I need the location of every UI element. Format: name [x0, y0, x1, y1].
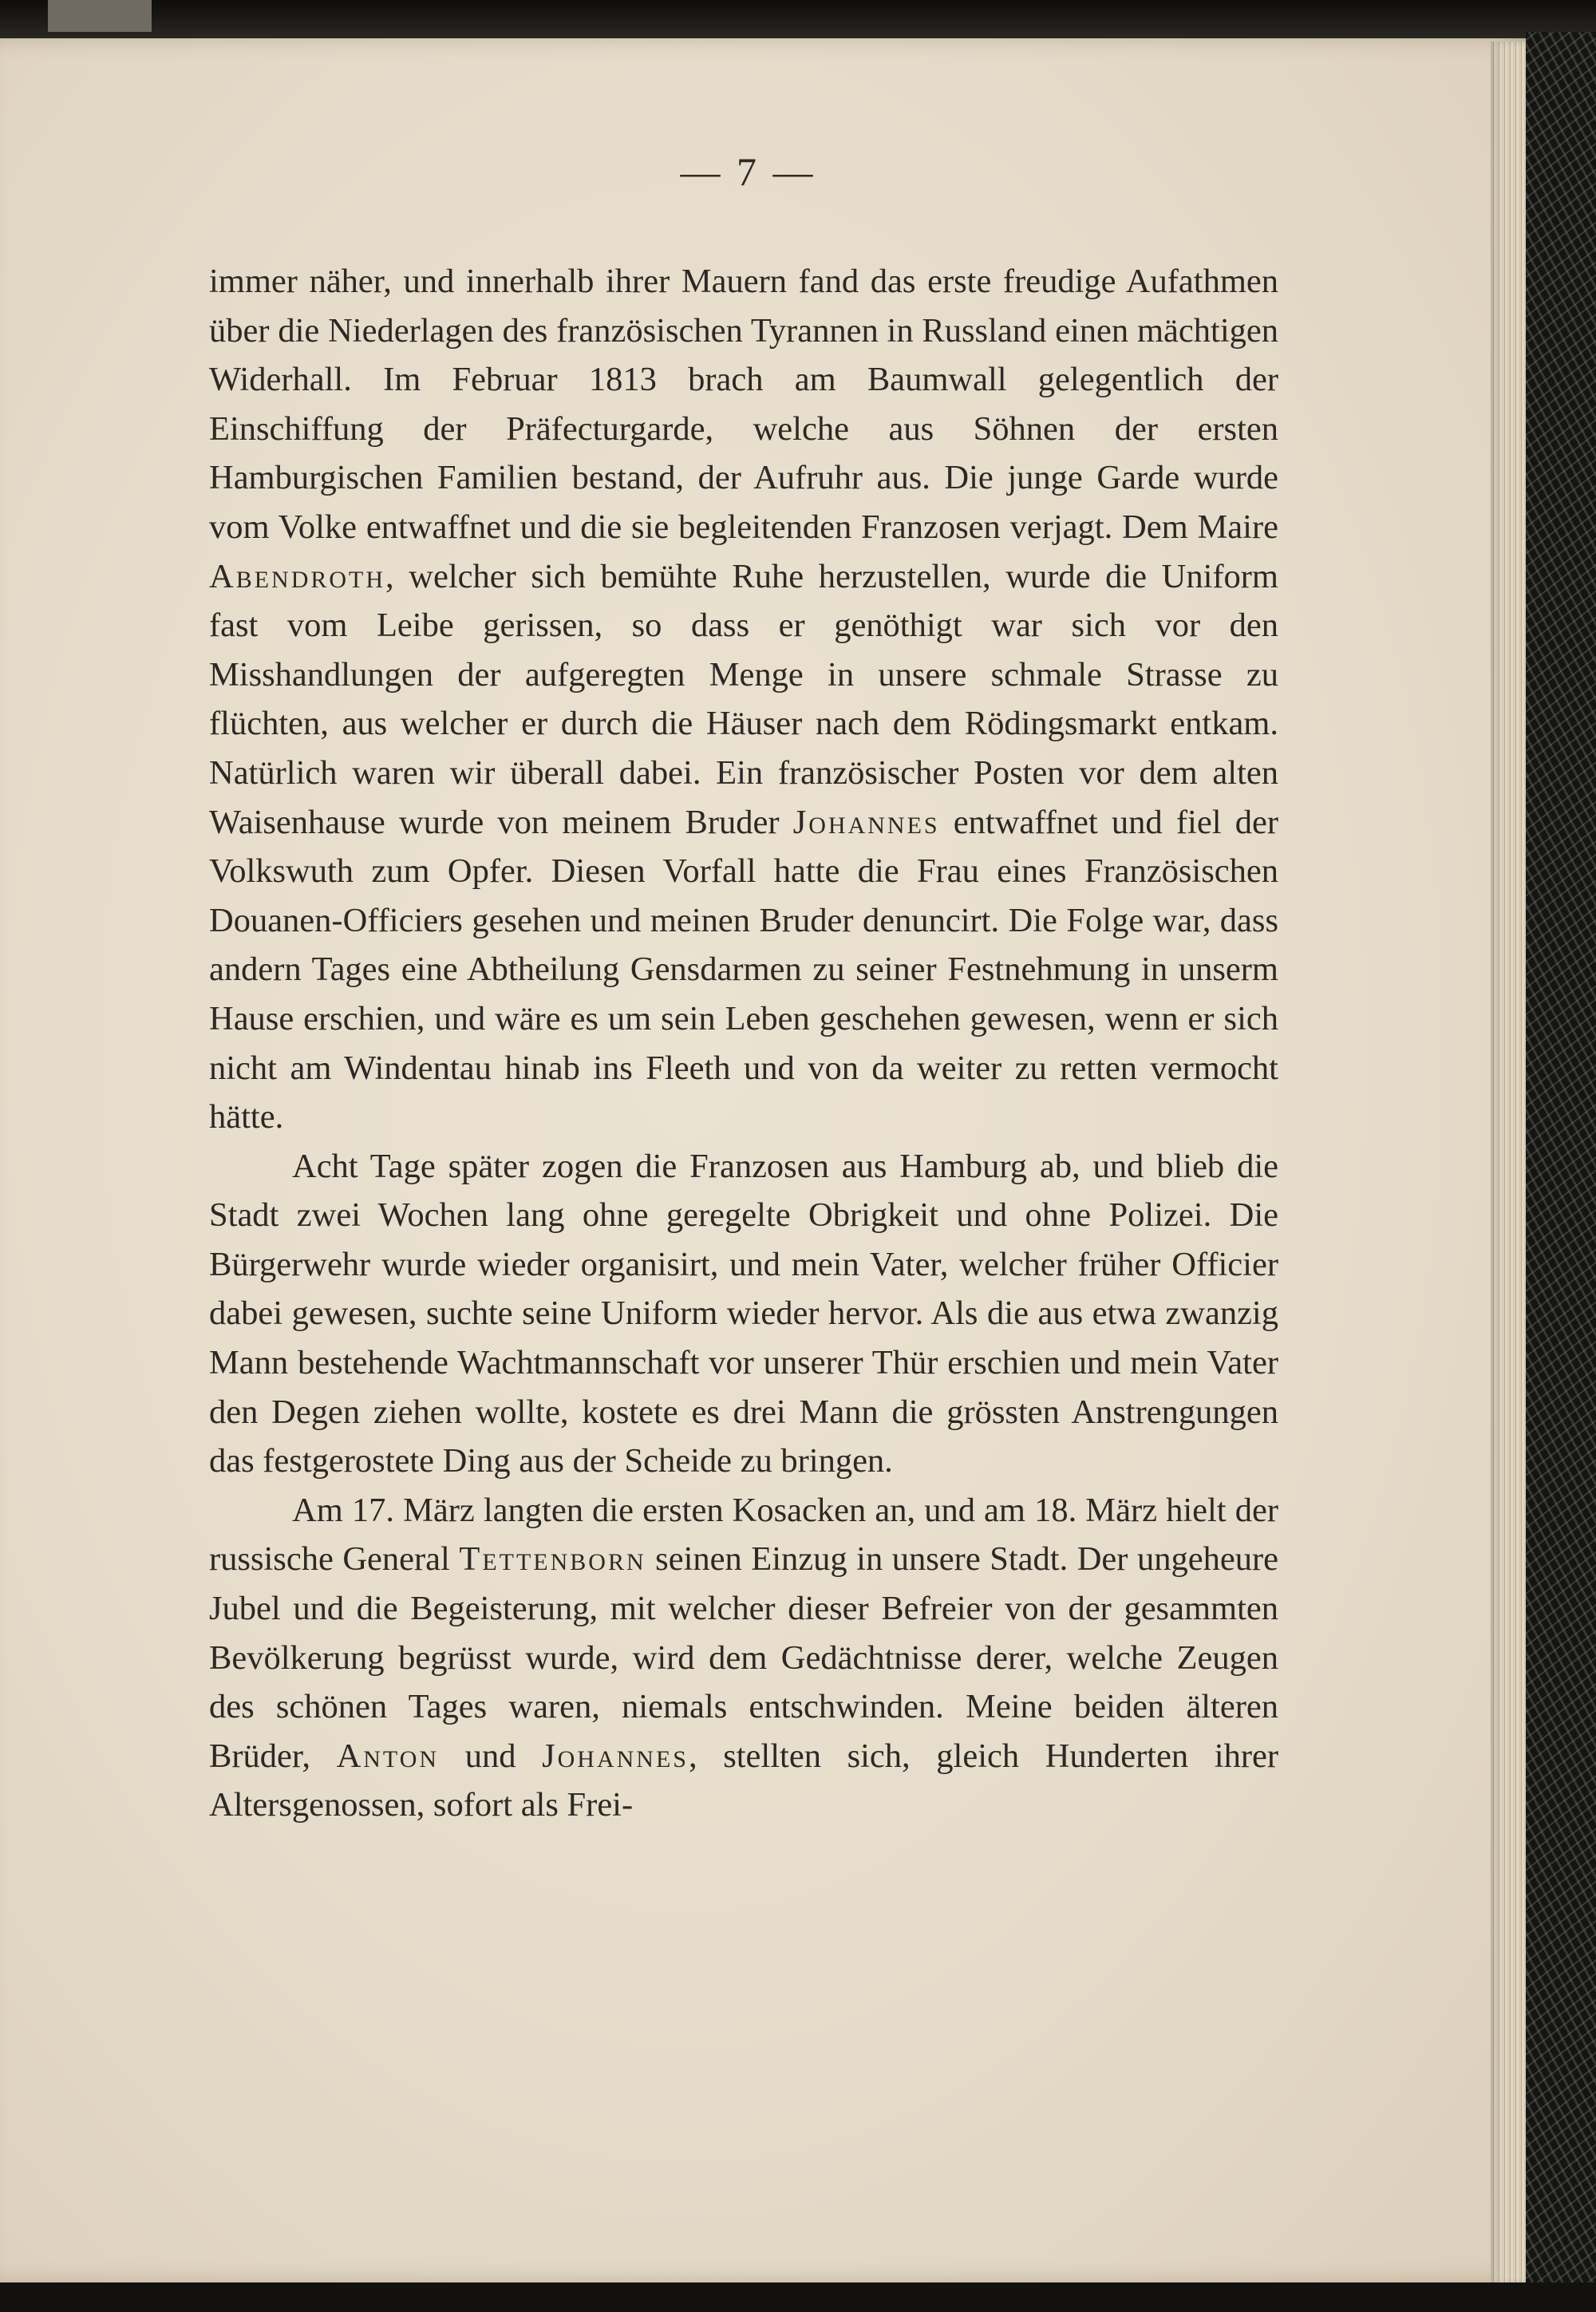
name-small-caps: Johannes: [792, 803, 940, 841]
page-edges: [1491, 41, 1526, 2284]
scanner-clip: [48, 0, 152, 32]
paragraph: [209, 1142, 1278, 1486]
text-run: entwaffnet und fiel der Volkswuth zum Opfer. Diesen Vorfall hatte die Frau eines Französischen Douanen-Officiers gesehen und meinen Bruder denuncirt. Die Folge war, dass andern Tages eine Abtheilung Gensdarmen zu seiner Festnehmung in unserm Hause erschien, und wäre es um sein Leben geschehen gewesen, wenn er sich nicht am Windentau hinab ins Fleeth und von da weiter zu retten vermocht hätte.: [209, 803, 1278, 1136]
scanner-top-edge: [0, 0, 1596, 38]
name-small-caps: Tettenborn: [459, 1540, 646, 1579]
text-run: Am 17. März langten die ersten Kosacken an, und am 18. März hielt der russische General: [209, 1491, 1278, 1579]
text-run: und: [439, 1737, 543, 1775]
scanner-bottom-edge: [0, 2282, 1596, 2312]
name-small-caps: Abendroth: [209, 557, 386, 595]
paragraph: [209, 257, 1278, 1142]
text-run: , stellten sich, gleich Hunderten ihrer Altersgenossen, sofort als Frei-: [209, 1737, 1278, 1824]
text-run: immer näher, und innerhalb ihrer Mauern fand das erste freudige Aufathmen über die Niederlagen des französischen Tyrannen in Russland einen mächtigen Widerhall. Im Februar 1813 brach am Baumwall gelegentlich der Einschiffung der Präfecturgarde, welche aus Söhnen der ersten Hamburgischen Familien bestand, der Aufruhr aus. Die junge Garde wurde vom Volke entwaffnet und die sie begleitenden Franzosen verjagt. Dem Maire: [209, 263, 1278, 546]
text-run: Acht Tage später zogen die Franzosen aus Hamburg ab, und blieb die Stadt zwei Wochen lang ohne geregelte Obrigkeit und ohne Polizei. Die Bürgerwehr wurde wieder organisirt, und mein Vater, welcher früher Officier dabei gewesen, suchte seine Uniform wieder hervor. Als die aus etwa zwanzig Mann bestehende Wachtmannschaft vor unserer Thür erschien und mein Vater den Degen ziehen wollte, kostete es drei Mann die grössten Anstrengungen das festgerostete Ding aus der Scheide zu bringen.: [209, 1147, 1278, 1480]
paragraph: [209, 1486, 1278, 1830]
name-small-caps: Johannes: [542, 1737, 689, 1775]
name-small-caps: Anton: [336, 1737, 440, 1775]
page-number: — 7 —: [680, 149, 816, 194]
text-run: , welcher sich bemühte Ruhe herzustellen, wurde die Uniform fast vom Leibe gerissen, so dass er genöthigt war sich vor den Misshandlungen der aufgeregten Menge in unsere schmale Strasse zu flüchten, aus welcher er durch die Häuser nach dem Rödingsmarkt entkam. Natürlich waren wir überall dabei. Ein französischer Posten vor dem alten Waisenhause wurde von meinem Bruder: [209, 557, 1278, 841]
book-cover: [1526, 32, 1596, 2290]
text-run: seinen Einzug in unsere Stadt. Der ungeheure Jubel und die Begeisterung, mit welcher dieser Befreier von der gesammten Bevölkerung begrüsst wurde, wird dem Gedächtnisse derer, welche Zeugen des schönen Tages waren, niemals entschwinden. Meine beiden älteren Brüder,: [209, 1540, 1278, 1775]
body-text: [209, 257, 1278, 1830]
